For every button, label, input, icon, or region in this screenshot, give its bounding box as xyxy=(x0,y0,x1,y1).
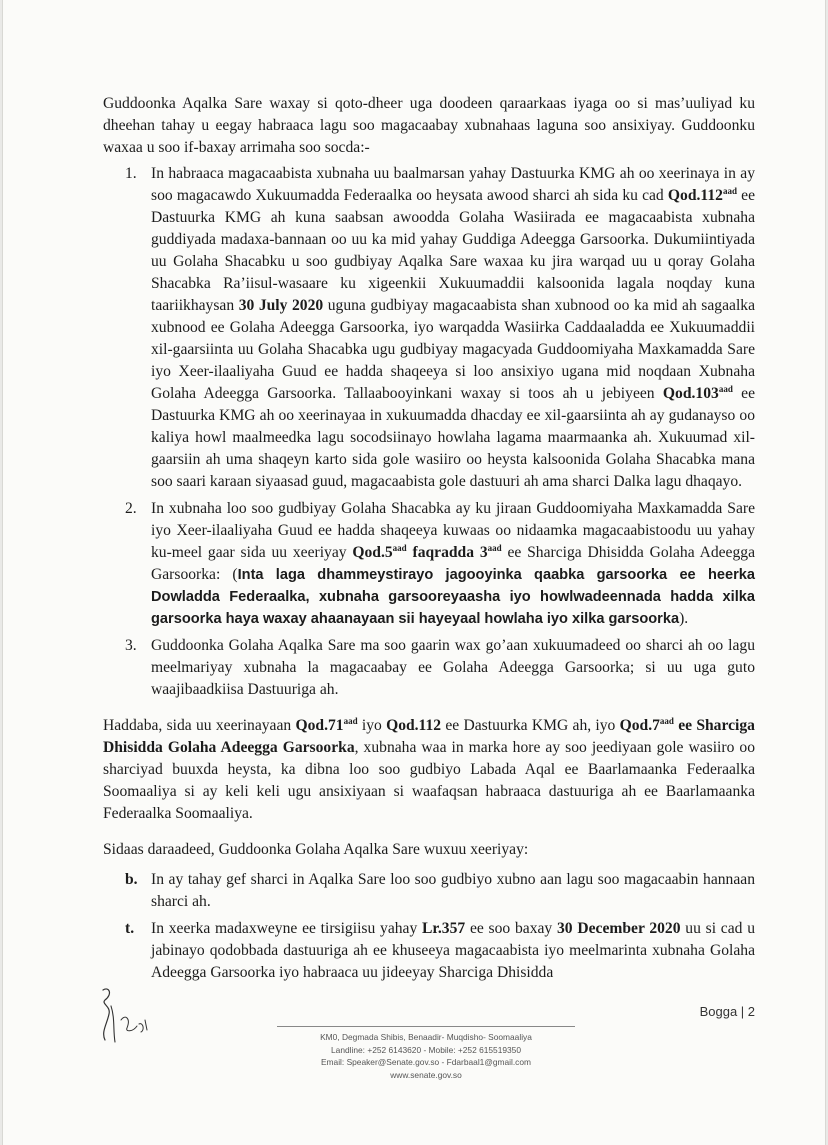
paragraph-reference: faqradda 3 xyxy=(406,544,488,561)
date-reference: 30 July 2020 xyxy=(238,297,324,314)
list-item xyxy=(103,163,755,493)
list-item xyxy=(103,918,755,984)
handwritten-signature xyxy=(91,984,163,1048)
footer-email: Email: Speaker@Senate.gov.so - Fdarbaal1@gmail.com xyxy=(320,1057,532,1068)
quoted-law-text: Inta laga dhammeystirayo jagooyinka qaabka garsoorka ee heerka Dowladda Federaalka, xubnaha garsooreyaasha iyo howlwadeennada hadda xilka garsoorka haya waxay ahaanayaan sii hayeyaal howlaha iyo xilka garsoorka xyxy=(151,567,756,627)
list-item-text: In ay tahay gef sharci in Aqalka Sare loo soo gudbiyo xubno aan lagu soo magacaabin hannaan sharci ah. xyxy=(151,871,755,910)
list-item-text: Guddoonka Golaha Aqalka Sare ma soo gaarin wax go’aan xukuumadeed oo sharci ah oo lagu meelmariyay xubnaha la magacaabay ee Golaha Adeegga Garsoorka; si uu uga guto waajibaadkiisa Dastuuriga ah. xyxy=(151,637,755,698)
article-reference: Qod.112 xyxy=(667,187,723,204)
article-reference: Qod.103 xyxy=(662,385,719,402)
decree-reference: Lr.357 xyxy=(422,920,466,937)
list-item-text: ee Sharciga Dhisidda Golaha Adeegga Garsoorka: ( xyxy=(151,544,755,583)
decision-intro-paragraph: Sidaas daraadeed, Guddoonka Golaha Aqalka Sare wuxuu xeeriyay: xyxy=(103,841,529,858)
intro-paragraph: Guddoonka Aqalka Sare waxay si qoto-dheer uga doodeen qaraarkaas iyaga oo si mas’uuliyad ku dheehan tahay u eegay habraaca lagu soo magacaabay xubnahaas laguna soo ansixiyay. Guddoonku waxaa u soo if-baxay arrimaha soo socda:- xyxy=(103,95,755,156)
ordinal-suffix: aad xyxy=(487,543,502,553)
ordinal-suffix: aad xyxy=(392,543,407,553)
date-reference: 30 December 2020 xyxy=(556,920,681,937)
list-item-letter: b. xyxy=(125,871,138,888)
list-item-text: ee soo baxay xyxy=(465,920,557,937)
paragraph-text: , xubnaha waa in marka hore ay soo jeediyaan gole wasiiro oo sharciyad buuxda heysta, ka dibna loo soo gudbiyo Labada Aqal ee Baarlamaanka Federaalka Soomaaliya si ay keli keli ugu ansixiyaan si waafaqsan habraaca dastuuriga ah ee Baarlamaanka Federaalka Soomaaliya. xyxy=(103,739,755,822)
document-page xyxy=(3,0,825,1145)
list-item-number: 1. xyxy=(125,165,137,182)
list-item-text: ee Dastuurka KMG ah kuna saabsan awoodda Golaha Wasiirada ee magacaabista xubnaha guddiyada madaxa-bannaan oo uu ka mid yahay Guddiga Adeegga Garsoorka. Dukumiintiyada uu Golaha Shacabku u soo gudbiyay Aqalka Sare waxaa ku jira warqad uu u qoray Golaha Shacabka Ra’iisul-wasaare ku xigeenkii Xukuumaddii kalsoonida lagala noqday kuna taariikhaysan xyxy=(151,187,755,314)
list-item xyxy=(103,498,755,630)
list-item-text: ee Dastuurka KMG ah oo xeerinayaa in xukuumadda dhacday ee xil-gaarsiinta ah ay gudanayso oo kaliya howl maalmeedka lagu socodsiinayo howlaha lagama maarmaanka ah. Xukuumad xil-gaarsiin ah uma shaqeyn karto sida gole wasiiro oo heysta kalsoonida Golaha Shacabka mana soo saari karaan siyaasad guud, magacaabista gole dastuuri ah ama sharci Dalka lagu dhaqayo. xyxy=(151,385,756,490)
letterhead-footer xyxy=(273,1031,579,1081)
ordinal-suffix: aad xyxy=(659,716,674,726)
list-item-text: ). xyxy=(679,610,689,627)
list-item-text: In habraaca magacaabista xubnaha uu baalmarsan yahay Dastuurka KMG ah oo xeerinaya in ay soo magacawdo Xukuumadda Federaalka oo heysata awood sharci ah sida ku cad xyxy=(151,165,755,204)
list-item-letter: t. xyxy=(125,920,135,937)
list-item-text: uguna gudbiyay magacaabista shan xubnood oo ka mid ah sagaalka xubnood ee Golaha Adeegga Garsoorka, iyo warqadda Wasiirka Caddaaladda ee Xukuumaddii xil-gaarsiinta uu Golaha Shacabka ugu gudbiyay magacyada Guddoomiyaha Maxkamadda Sare iyo Xeer-ilaaliyaha Guud ee hadda shaqeeya si loo ansixiyo ugana mid noqdaan Xubnaha Golaha Adeegga Garsoorka. Tallaabooyinkani waxay si toos ah u jebiyeen xyxy=(151,297,755,402)
ordinal-suffix: aad xyxy=(722,186,737,196)
list-item-number: 2. xyxy=(125,500,137,517)
article-reference: Qod.71 xyxy=(295,717,344,734)
ordinal-suffix: aad xyxy=(718,384,733,394)
list-item-text: In xeerka madaxweyne ee tirsigiisu yahay xyxy=(151,920,423,937)
decisions-list xyxy=(103,869,755,984)
article-reference: Qod.5 xyxy=(352,544,393,561)
list-item-text: In xubnaha loo soo gudbiyay Golaha Shacabka ay ku jiraan Guddoomiyaha Maxkamadda Sare iyo Xeer-ilaaliyaha Guud ee hadda shaqeeya kuwaas oo nidaamka magacaabistoodu uu yahay ku-meel gaar sida uu xeeriyay xyxy=(151,500,755,561)
legal-basis-paragraph xyxy=(103,715,755,825)
paragraph-text: ee Dastuurka KMG ah, iyo xyxy=(441,717,620,734)
paragraph-text: iyo xyxy=(357,717,387,734)
page-number: Bogga | 2 xyxy=(699,1004,755,1019)
list-item-number: 3. xyxy=(125,637,137,654)
footer-website: www.senate.gov.so xyxy=(390,1069,462,1080)
paragraph-text: Haddaba, sida uu xeerinayaan xyxy=(103,717,296,734)
footer-address: KM0, Degmada Shibis, Benaadir- Muqdisho- Soomaaliya xyxy=(320,1032,532,1042)
findings-list xyxy=(103,163,755,701)
article-reference: Qod.112 xyxy=(386,717,442,734)
list-item-text: uu si cad u jabinayo qodobbada dastuuriga ah ee khuseeya magacaabista iyo meelmarinta xubnaha Golaha Adeegga Garsoorka iyo habraaca uu jideeyay Sharciga Dhisidda xyxy=(151,920,755,981)
list-item xyxy=(103,635,755,701)
article-reference: Qod.7 xyxy=(619,717,660,734)
footer-phones: Landline: +252 6143620 - Mobile: +252 615519350 xyxy=(331,1044,521,1055)
law-title: ee Sharciga Dhisidda Golaha Adeegga Garsoorka xyxy=(103,717,755,756)
ordinal-suffix: aad xyxy=(343,716,358,726)
footer-divider xyxy=(277,1026,575,1027)
document-body xyxy=(103,93,755,989)
list-item xyxy=(103,869,755,913)
